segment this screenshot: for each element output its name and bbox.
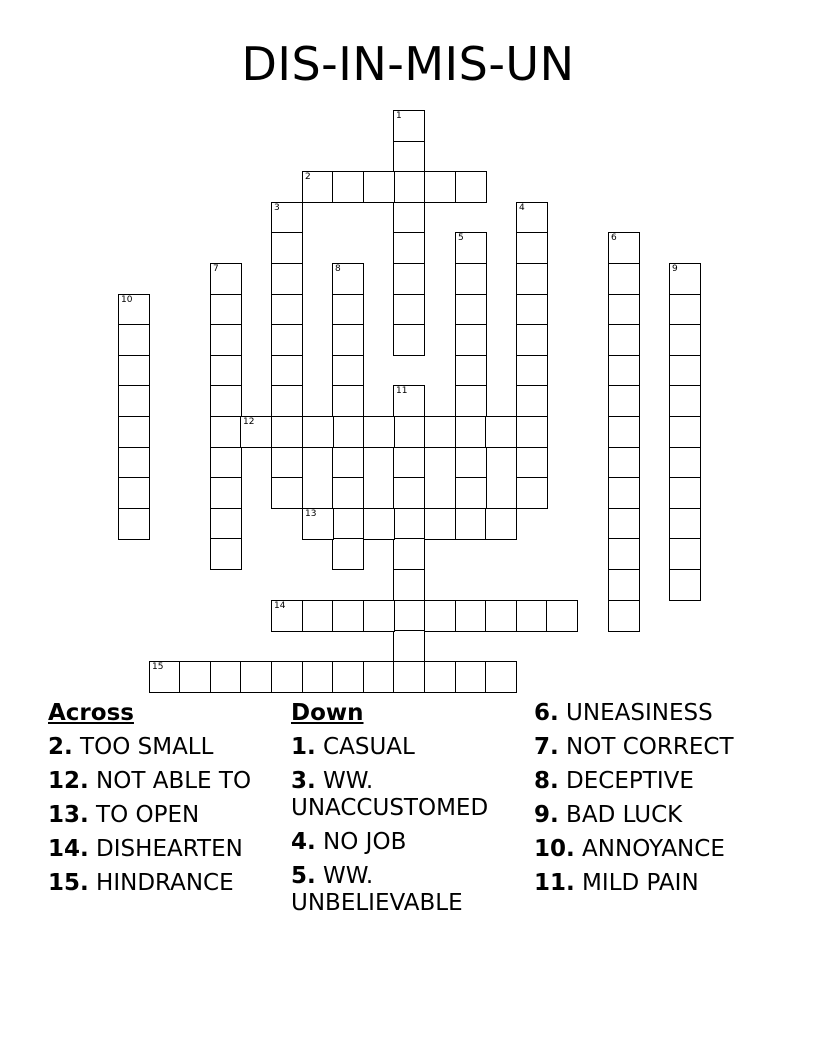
clue-number: 10: [121, 295, 133, 305]
clue-number: 7: [213, 264, 219, 274]
clue-across-2: [48, 734, 268, 761]
grid-cell[interactable]: [393, 263, 425, 295]
grid-cell[interactable]: [118, 355, 150, 387]
grid-cell[interactable]: [240, 661, 272, 693]
grid-cell[interactable]: [332, 263, 364, 295]
clue-number-label: 10.: [534, 836, 575, 862]
grid-cell[interactable]: [332, 385, 364, 417]
clue-number-label: 13.: [48, 802, 89, 828]
clue-text: CASUAL: [315, 734, 415, 760]
grid-cell[interactable]: [271, 600, 303, 632]
grid-cell[interactable]: [485, 508, 517, 540]
grid-cell[interactable]: [608, 569, 640, 601]
grid-cell[interactable]: [118, 294, 150, 326]
clue-number: 4: [519, 203, 525, 213]
grid-cell[interactable]: [608, 385, 640, 417]
grid-cell[interactable]: [363, 661, 395, 693]
grid-cell[interactable]: [669, 447, 701, 479]
grid-cell[interactable]: [210, 661, 242, 693]
clue-text: NO JOB: [315, 829, 407, 855]
grid-cell[interactable]: [302, 600, 334, 632]
grid-cell[interactable]: [455, 600, 487, 632]
clue-number: 3: [274, 203, 280, 213]
grid-cell[interactable]: [118, 477, 150, 509]
grid-cell[interactable]: [149, 661, 181, 693]
grid-cell[interactable]: [424, 661, 456, 693]
clue-across-12: [48, 768, 268, 795]
grid-cell[interactable]: [271, 385, 303, 417]
grid-cell[interactable]: [455, 416, 487, 448]
grid-cell[interactable]: [669, 569, 701, 601]
clue-text: BAD LUCK: [558, 802, 683, 828]
grid-cell[interactable]: [210, 447, 242, 479]
grid-cell[interactable]: [363, 600, 395, 632]
grid-cell[interactable]: [210, 324, 242, 356]
clue-down-4: [291, 829, 521, 856]
clue-number-label: 6.: [534, 700, 559, 726]
clue-text: WW. UNBELIEVABLE: [291, 863, 463, 916]
clue-text: MILD PAIN: [574, 870, 699, 896]
grid-cell[interactable]: [608, 600, 640, 632]
grid-cell[interactable]: [669, 538, 701, 570]
grid-cell[interactable]: [608, 447, 640, 479]
grid-cell[interactable]: [210, 508, 242, 540]
grid-cell[interactable]: [210, 385, 242, 417]
clue-number: 6: [611, 233, 617, 243]
clue-down-8: [534, 768, 774, 795]
clue-text: NOT ABLE TO: [88, 768, 252, 794]
grid-cell[interactable]: [393, 171, 425, 203]
grid-cell[interactable]: [608, 263, 640, 295]
clue-number: 12: [243, 417, 255, 427]
clue-text: TOO SMALL: [72, 734, 214, 760]
grid-cell[interactable]: [393, 202, 425, 234]
grid-cell[interactable]: [271, 477, 303, 509]
grid-cell[interactable]: [393, 508, 425, 540]
grid-cell[interactable]: [332, 324, 364, 356]
grid-cell[interactable]: [271, 263, 303, 295]
clue-down-6: [534, 700, 774, 727]
grid-cell[interactable]: [332, 447, 364, 479]
clue-number-label: 3.: [291, 768, 316, 794]
grid-cell[interactable]: [516, 447, 548, 479]
clue-number-label: 12.: [48, 768, 89, 794]
grid-cell[interactable]: [210, 294, 242, 326]
grid-cell[interactable]: [210, 263, 242, 295]
grid-cell[interactable]: [455, 385, 487, 417]
grid-cell[interactable]: [608, 538, 640, 570]
clue-down-3: [291, 768, 521, 822]
grid-cell[interactable]: [485, 600, 517, 632]
grid-cell[interactable]: [516, 385, 548, 417]
grid-cell[interactable]: [485, 661, 517, 693]
grid-cell[interactable]: [332, 294, 364, 326]
across-heading: Across: [48, 700, 134, 726]
grid-cell[interactable]: [302, 661, 334, 693]
grid-cell[interactable]: [271, 355, 303, 387]
grid-cell[interactable]: [608, 294, 640, 326]
grid-cell[interactable]: [302, 171, 334, 203]
clue-down-10: [534, 836, 774, 863]
grid-cell[interactable]: [118, 508, 150, 540]
grid-cell[interactable]: [669, 355, 701, 387]
grid-cell[interactable]: [455, 447, 487, 479]
grid-cell[interactable]: [332, 661, 364, 693]
grid-cell[interactable]: [271, 202, 303, 234]
grid-cell[interactable]: [302, 416, 334, 448]
grid-cell[interactable]: [424, 416, 456, 448]
grid-cell[interactable]: [424, 171, 456, 203]
grid-cell[interactable]: [332, 355, 364, 387]
grid-cell[interactable]: [332, 600, 364, 632]
grid-cell[interactable]: [455, 508, 487, 540]
clue-number-label: 9.: [534, 802, 559, 828]
grid-cell[interactable]: [608, 232, 640, 264]
grid-cell[interactable]: [393, 232, 425, 264]
grid-cell[interactable]: [118, 416, 150, 448]
grid-cell[interactable]: [332, 416, 364, 448]
clue-text: TO OPEN: [88, 802, 200, 828]
clue-text: DISHEARTEN: [88, 836, 243, 862]
grid-cell[interactable]: [455, 171, 487, 203]
clue-number: 8: [335, 264, 341, 274]
clue-across-14: [48, 836, 268, 863]
clue-number-label: 1.: [291, 734, 316, 760]
grid-cell[interactable]: [455, 263, 487, 295]
clue-down-9: [534, 802, 774, 829]
clue-number-label: 14.: [48, 836, 89, 862]
clue-across-15: [48, 870, 268, 897]
down-clues: [291, 700, 521, 924]
grid-cell[interactable]: [516, 263, 548, 295]
grid-cell[interactable]: [455, 477, 487, 509]
grid-cell[interactable]: [455, 324, 487, 356]
grid-cell[interactable]: [393, 600, 425, 632]
clue-across-13: [48, 802, 268, 829]
across-clues: [48, 700, 268, 904]
grid-cell[interactable]: [455, 232, 487, 264]
down-clues-continued: [534, 700, 774, 904]
grid-cell[interactable]: [363, 508, 395, 540]
grid-cell[interactable]: [302, 508, 334, 540]
grid-cell[interactable]: [608, 355, 640, 387]
grid-cell[interactable]: [608, 508, 640, 540]
grid-cell[interactable]: [393, 477, 425, 509]
clue-number-label: 15.: [48, 870, 89, 896]
grid-cell[interactable]: [393, 110, 425, 142]
grid-cell[interactable]: [393, 661, 425, 693]
grid-cell[interactable]: [608, 324, 640, 356]
clue-number-label: 7.: [534, 734, 559, 760]
grid-cell[interactable]: [271, 447, 303, 479]
grid-cell[interactable]: [393, 324, 425, 356]
clue-down-1: [291, 734, 521, 761]
grid-cell[interactable]: [669, 294, 701, 326]
grid-cell[interactable]: [393, 294, 425, 326]
grid-cell[interactable]: [455, 355, 487, 387]
clue-number: 1: [396, 111, 402, 121]
grid-cell[interactable]: [271, 232, 303, 264]
grid-cell[interactable]: [516, 232, 548, 264]
clue-number: 11: [396, 386, 408, 396]
grid-cell[interactable]: [393, 141, 425, 173]
clue-text: NOT CORRECT: [558, 734, 734, 760]
grid-cell[interactable]: [118, 385, 150, 417]
grid-cell[interactable]: [363, 171, 395, 203]
grid-cell[interactable]: [210, 416, 242, 448]
clue-text: HINDRANCE: [88, 870, 234, 896]
grid-cell[interactable]: [363, 416, 395, 448]
grid-cell[interactable]: [332, 477, 364, 509]
clue-down-11: [534, 870, 774, 897]
clue-text: DECEPTIVE: [558, 768, 694, 794]
grid-cell[interactable]: [669, 263, 701, 295]
grid-cell[interactable]: [393, 630, 425, 662]
clue-number: 14: [274, 601, 286, 611]
clue-text: UNEASINESS: [558, 700, 713, 726]
grid-cell[interactable]: [393, 385, 425, 417]
grid-cell[interactable]: [393, 447, 425, 479]
clue-down-5: [291, 863, 521, 917]
grid-cell[interactable]: [669, 385, 701, 417]
down-heading: Down: [291, 700, 364, 726]
grid-cell[interactable]: [516, 294, 548, 326]
grid-cell[interactable]: [669, 477, 701, 509]
grid-cell[interactable]: [393, 569, 425, 601]
grid-cell[interactable]: [546, 600, 578, 632]
clue-text: ANNOYANCE: [574, 836, 725, 862]
clue-number-label: 11.: [534, 870, 575, 896]
grid-cell[interactable]: [118, 447, 150, 479]
grid-cell[interactable]: [608, 416, 640, 448]
clue-number-label: 4.: [291, 829, 316, 855]
grid-cell[interactable]: [240, 416, 272, 448]
grid-cell[interactable]: [271, 324, 303, 356]
grid-cell[interactable]: [332, 508, 364, 540]
grid-cell[interactable]: [669, 508, 701, 540]
clue-text: WW. UNACCUSTOMED: [291, 768, 489, 821]
grid-cell[interactable]: [332, 171, 364, 203]
grid-cell[interactable]: [210, 538, 242, 570]
grid-cell[interactable]: [424, 600, 456, 632]
grid-cell[interactable]: [669, 416, 701, 448]
clue-number: 9: [672, 264, 678, 274]
grid-cell[interactable]: [179, 661, 211, 693]
clue-number-label: 8.: [534, 768, 559, 794]
grid-cell[interactable]: [210, 355, 242, 387]
grid-cell[interactable]: [516, 477, 548, 509]
clue-down-7: [534, 734, 774, 761]
grid-cell[interactable]: [271, 416, 303, 448]
grid-cell[interactable]: [516, 324, 548, 356]
grid-cell[interactable]: [424, 508, 456, 540]
grid-cell[interactable]: [271, 661, 303, 693]
clue-number: 5: [458, 233, 464, 243]
grid-cell[interactable]: [516, 416, 548, 448]
grid-cell[interactable]: [332, 538, 364, 570]
clue-number: 2: [305, 172, 311, 182]
clue-number: 15: [152, 662, 164, 672]
grid-cell[interactable]: [210, 477, 242, 509]
grid-cell[interactable]: [393, 538, 425, 570]
grid-cell[interactable]: [271, 294, 303, 326]
grid-cell[interactable]: [485, 416, 517, 448]
grid-cell[interactable]: [393, 416, 425, 448]
grid-cell[interactable]: [516, 355, 548, 387]
grid-cell[interactable]: [516, 600, 548, 632]
puzzle-title: DIS-IN-MIS-UN: [241, 37, 575, 91]
grid-cell[interactable]: [516, 202, 548, 234]
clue-number: 13: [305, 509, 317, 519]
clue-number-label: 2.: [48, 734, 73, 760]
grid-cell[interactable]: [669, 324, 701, 356]
grid-cell[interactable]: [118, 324, 150, 356]
grid-cell[interactable]: [608, 477, 640, 509]
grid-cell[interactable]: [455, 294, 487, 326]
clue-number-label: 5.: [291, 863, 316, 889]
grid-cell[interactable]: [455, 661, 487, 693]
